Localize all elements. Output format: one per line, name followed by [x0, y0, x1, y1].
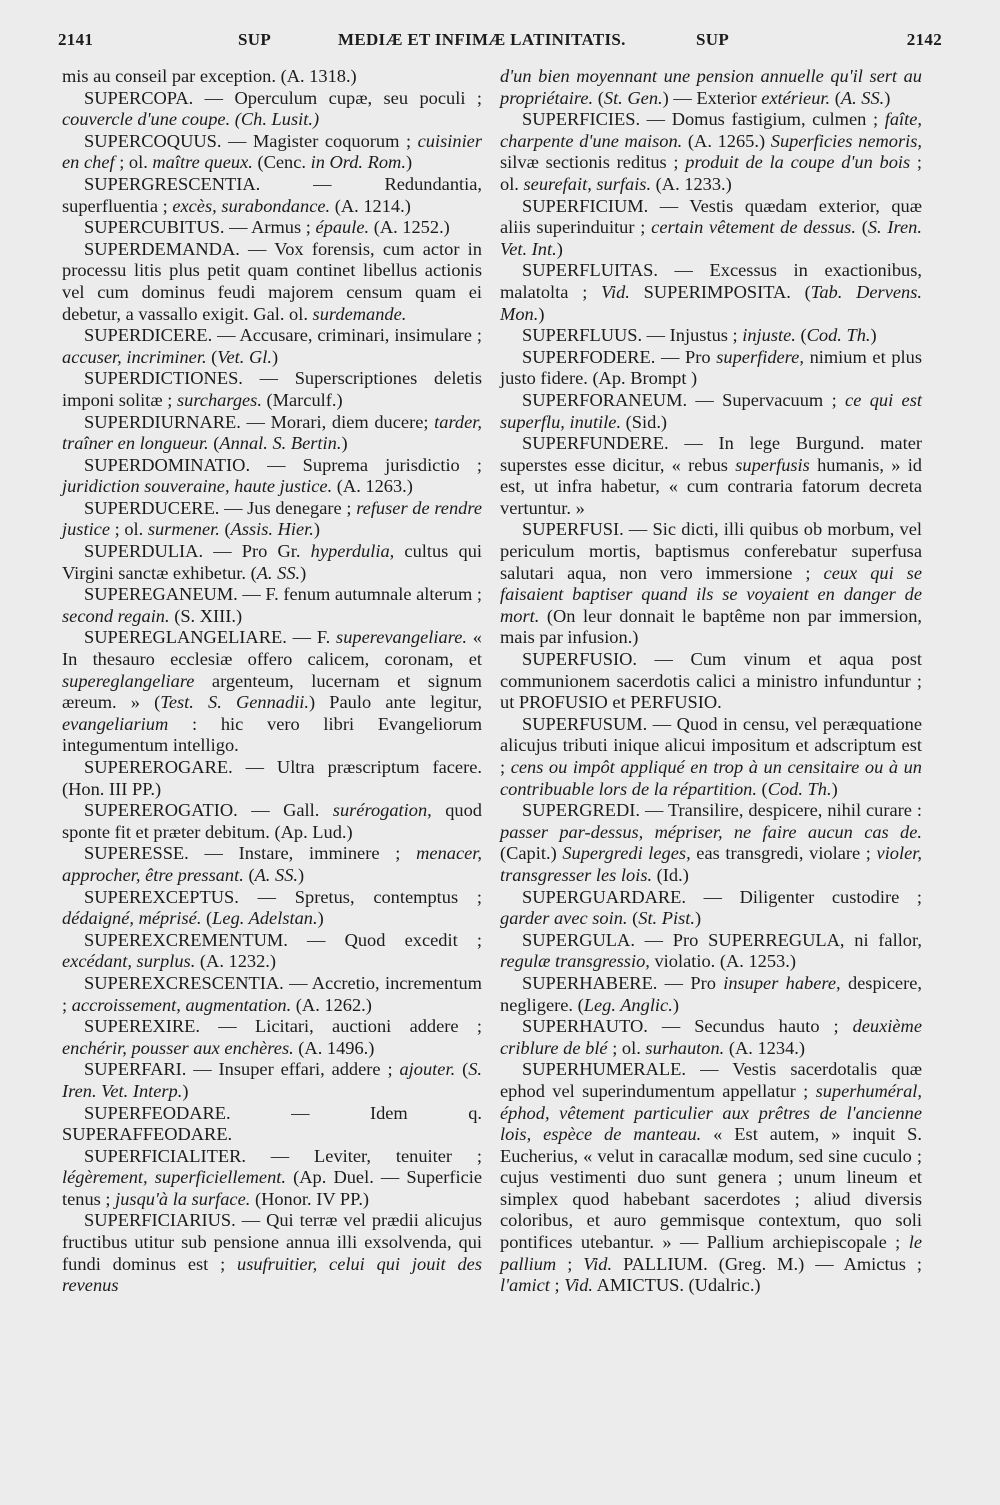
entry-gloss-italic: Leg. Anglic. — [583, 994, 673, 1015]
dictionary-entry — [62, 1103, 482, 1146]
entry-gloss-italic: cens ou impôt appliqué en trop à un censitaire ou à un contribuable lors de la répartition. — [500, 757, 922, 799]
dictionary-entry — [62, 541, 482, 584]
entry-gloss-italic: dédaigné, méprisé. — [62, 908, 202, 929]
entry-gloss-italic: Annal. S. Bertin. — [219, 433, 342, 454]
entry-text: (A. 1262.) — [291, 994, 372, 1015]
right-running-head: SUP — [696, 30, 730, 49]
entry-text: ; ol. — [500, 152, 922, 194]
entry-text: SUPERFICIES. — Domus fastigium, culmen ; — [522, 109, 885, 130]
entry-text: (A. 1233.) — [651, 173, 732, 194]
entry-text: SUPEREXCRESCENTIA. — Accretio, incrementum ; — [62, 972, 482, 1015]
entry-text: SUPERIMPOSITA. ( — [629, 281, 811, 302]
entry-text: ( — [593, 87, 604, 108]
dictionary-entry — [62, 131, 482, 174]
entry-text: ) — [341, 433, 348, 454]
entry-text: SUPERFUSIO. — Cum vinum et aqua post communionem sacerdotis calici a ministro infunduntur ; ut PROFUSIO et PERFUSIO. — [500, 649, 922, 713]
dictionary-entry — [500, 1016, 922, 1059]
dictionary-entry — [62, 1059, 482, 1102]
entry-gloss-italic: A. SS. — [840, 87, 885, 108]
entry-text: ( — [756, 778, 768, 799]
entry-gloss-italic: regulæ transgressio, — [500, 951, 650, 972]
entry-gloss-italic: juridiction souveraine, haute justice. — [62, 476, 333, 497]
entry-text: ) — [831, 778, 838, 799]
entry-text: ; ol. — [114, 152, 153, 173]
entry-gloss-italic: cuisinier en chef — [62, 130, 482, 173]
entry-text: SUPERCUBITUS. — Armus ; — [84, 217, 316, 238]
entry-gloss-italic: evangeliarium — [62, 713, 169, 734]
dictionary-entry — [62, 843, 482, 886]
entry-gloss-italic: superfusis — [735, 454, 810, 475]
entry-text: ) — [538, 303, 545, 324]
entry-continuation — [500, 66, 922, 109]
entry-text: (Honor. IV PP.) — [250, 1188, 370, 1209]
entry-text: SUPEREXCEPTUS. — Spretus, contemptus ; — [84, 886, 482, 907]
entry-gloss-italic: St. Gen. — [603, 87, 663, 108]
entry-gloss-italic: Vid. — [583, 1253, 613, 1274]
entry-text: SUPERDICERE. — Accusare, criminari, insimulare ; — [84, 325, 482, 346]
dictionary-entry — [62, 1146, 482, 1211]
entry-gloss-italic: superhuméral, éphod, vêtement particulier aux prêtres de l'ancienne lois, espèce de manteau. — [500, 1080, 922, 1145]
entry-text: ) Paulo ante legitur, — [309, 692, 482, 713]
entry-gloss-italic: deuxième criblure de blé — [500, 1016, 922, 1058]
entry-text: (A. 1234.) — [724, 1037, 805, 1058]
entry-text: ( — [855, 217, 868, 238]
running-title: MEDIÆ ET INFIMÆ LATINITATIS. — [338, 30, 626, 49]
entry-text: ) — [405, 152, 413, 173]
entry-text: PALLIUM. (Greg. M.) — Amictus ; — [612, 1253, 923, 1274]
dictionary-entry — [62, 498, 482, 541]
entry-gloss-italic: épaule. — [315, 217, 370, 238]
entry-gloss-italic: surérogation, — [332, 800, 432, 821]
entry-gloss-italic: ce qui est superflu, inutile. — [500, 389, 922, 432]
page-header — [58, 30, 942, 60]
entry-text: SUPERHUMERALE. — Vestis sacerdotalis quæ ephod vel superindumentum appellatur ; — [500, 1059, 922, 1101]
dictionary-entry — [500, 1059, 922, 1297]
entry-text: SUPERFICIALITER. — Leviter, tenuiter ; — [84, 1145, 482, 1166]
dictionary-entry — [500, 260, 922, 325]
dictionary-entry — [62, 800, 482, 843]
entry-text: SUPEREGANEUM. — F. fenum autumnale alterum ; — [84, 584, 482, 605]
entry-gloss-italic: superfidere, — [716, 346, 804, 367]
entry-text: SUPERDULIA. — Pro Gr. — [84, 541, 311, 562]
entry-text: SUPERDUCERE. — Jus denegare ; — [84, 497, 357, 518]
dictionary-entry — [62, 887, 482, 930]
entry-text: (S. XIII.) — [169, 605, 243, 626]
entry-text: ) — [672, 994, 679, 1015]
entry-gloss-italic: Cod. Th. — [767, 778, 832, 799]
entry-text: SUPERESSE. — Instare, imminere ; — [84, 843, 417, 864]
entry-text: SUPERHAUTO. — Secundus hauto ; — [522, 1016, 853, 1037]
left-column — [62, 66, 482, 1297]
entry-text: ( — [243, 864, 255, 885]
entry-text: SUPERGRESCENTIA. — Redundantia, superfluentia ; — [62, 173, 482, 216]
entry-text: SUPEREROGATIO. — Gall. — [84, 800, 333, 821]
dictionary-entry — [500, 714, 922, 800]
entry-text: ) — Exterior — [662, 87, 762, 108]
entry-gloss-italic: ajouter. — [399, 1059, 456, 1080]
dictionary-entry — [500, 800, 922, 886]
entry-gloss-italic: Test. S. Gennadii. — [160, 692, 310, 713]
entry-text: SUPEREXIRE. — Licitari, auctioni addere ; — [84, 1016, 482, 1037]
entry-text: ) — [884, 87, 891, 108]
entry-gloss-italic: légèrement, superficiellement. — [62, 1167, 286, 1188]
entry-gloss-italic: injuste. — [742, 325, 796, 346]
entry-gloss-italic: Cod. Th. — [806, 325, 871, 346]
entry-gloss-italic: supereglangeliare — [62, 670, 195, 691]
entry-text: (A. 1265.) — [682, 130, 771, 151]
entry-text: ) — [298, 864, 305, 885]
entry-gloss-italic: surmener. — [147, 519, 220, 540]
entry-gloss-italic: violer, transgresser les lois. — [500, 843, 922, 885]
entry-gloss-italic: Vid. — [564, 1275, 593, 1296]
entry-gloss-italic: refuser de rendre justice — [62, 497, 482, 540]
entry-gloss-italic: S. Iren. Vet. Interp. — [62, 1059, 482, 1101]
entry-gloss-italic: Superficies nemoris, — [770, 130, 922, 151]
entry-gloss-italic: second regain. — [62, 605, 170, 626]
entry-text: (On leur donnait le baptême non par immersion, mais par infusion.) — [500, 605, 922, 648]
entry-text: humanis, » id est, ut infra habetur, « cum contraria fatorum decreta vertuntur. » — [500, 454, 922, 518]
entry-gloss-italic: Supergredi leges, — [562, 843, 691, 864]
entry-text: SUPERDOMINATIO. — Suprema jurisdictio ; — [84, 454, 482, 475]
entry-gloss-italic: maître queux. — [152, 152, 253, 173]
entry-gloss-italic: Assis. Hier. — [230, 519, 314, 540]
entry-text: SUPERDICTIONES. — Superscriptiones deletis imponi solitæ ; — [62, 368, 482, 410]
entry-text: SUPERDEMANDA. — Vox forensis, cum actor in processu litis plus petit quam continet libellus actionis vel cum dominus feudi majorem censum quam ei debetur, a vassallo exigit. Gal. ol. — [62, 238, 482, 324]
entry-text: SUPERDIURNARE. — Morari, diem ducere; — [84, 411, 435, 432]
entry-text: SUPERFORANEUM. — Supervacuum ; — [522, 389, 846, 410]
entry-text: cultus qui Virgini sanctæ exhibetur. ( — [62, 541, 482, 583]
entry-text: SUPERFLUUS. — Injustus ; — [522, 325, 743, 346]
entry-text: (A. 1252.) — [369, 217, 450, 238]
dictionary-entry — [500, 519, 922, 649]
entry-text: SUPERFEODARE. — Idem q. SUPERAFFEODARE. — [62, 1102, 482, 1145]
entry-text: SUPERCOPA. — Operculum cupæ, seu poculi ; — [84, 87, 482, 108]
dictionary-entry — [500, 390, 922, 433]
dictionary-entry — [62, 239, 482, 325]
entry-gloss-italic: surdemande. — [312, 303, 407, 324]
entry-gloss-italic: produit de la coupe d'un bois — [685, 152, 911, 173]
dictionary-entry — [62, 412, 482, 455]
entry-gloss-italic: ceux qui se faisaient baptiser quand ils se voyaient en danger de mort. — [500, 562, 922, 626]
entry-text: SUPERFLUITAS. — Excessus in exactionibus, malatolta ; — [500, 260, 922, 302]
entry-text: despicere, negligere. ( — [500, 972, 922, 1015]
entry-gloss-italic: accroissement, augmentation. — [71, 994, 292, 1015]
entry-text: ; — [556, 1253, 584, 1274]
entry-text: ( — [201, 908, 213, 929]
entry-text: (Sid.) — [621, 411, 668, 432]
entry-gloss-italic: usufruitier, celui qui jouit des revenus — [62, 1253, 482, 1296]
entry-gloss-italic: Vid. — [601, 281, 630, 302]
entry-text: ; ol. — [110, 519, 148, 540]
entry-gloss-italic: Vet. Gl. — [217, 346, 272, 367]
entry-text: ; ol. — [607, 1037, 646, 1058]
entry-text: SUPERGREDI. — Transilire, despicere, nihil curare : — [522, 800, 922, 821]
entry-gloss-italic: jusqu'à la surface. — [115, 1188, 251, 1209]
dictionary-entry — [62, 757, 482, 800]
dictionary-entry — [500, 347, 922, 390]
entry-gloss-italic: faîte, charpente d'une maison. — [500, 109, 922, 151]
entry-gloss-italic: superevangeliare. — [336, 627, 467, 648]
entry-gloss-italic: surcharges. — [176, 389, 262, 410]
entry-text: SUPEREROGARE. — Ultra præscriptum facere. (Hon. III PP.) — [62, 757, 482, 799]
entry-text: (A. 1263.) — [332, 476, 413, 497]
entry-text: quod sponte fit et præter debitum. (Ap. Lud.) — [62, 800, 482, 842]
entry-gloss-italic: St. Pist. — [638, 908, 695, 929]
dictionary-entry — [62, 217, 482, 239]
entry-text: SUPERGUARDARE. — Diligenter custodire ; — [522, 886, 922, 907]
entry-text: (A. 1232.) — [195, 951, 277, 972]
entry-text: silvæ sectionis reditus ; — [500, 152, 686, 173]
entry-text: ) — [313, 519, 320, 540]
entry-gloss-italic: hyperdulia, — [310, 541, 395, 562]
entry-text: SUPERFUNDERE. — In lege Burgund. mater superstes esse dicitur, « rebus — [500, 433, 922, 475]
entry-text: SUPEREGLANGELIARE. — F. — [84, 627, 337, 648]
entry-gloss-italic: accuser, incriminer. — [62, 346, 207, 367]
entry-text: : hic vero libri Evangeliorum integumentum intelligo. — [62, 713, 482, 756]
entry-text: SUPERCOQUUS. — Magister coquorum ; — [84, 130, 418, 151]
entry-gloss-italic: Tab. Dervens. Mon. — [500, 281, 922, 324]
entry-gloss-italic: d'un bien moyennant une pension annuelle qu'il sert au propriétaire. — [500, 66, 922, 108]
entry-text: SUPEREXCREMENTUM. — Quod excedit ; — [84, 929, 482, 950]
left-running-head: SUP — [238, 30, 272, 49]
entry-text: ( — [206, 346, 218, 367]
dictionary-entry — [500, 973, 922, 1016]
entry-text: ) — [271, 346, 279, 367]
entry-text: ) — [182, 1080, 189, 1101]
entry-text: SUPERHABERE. — Pro — [522, 972, 724, 993]
entry-text: SUPERFICIARIUS. — Qui terræ vel prædii alicujus fructibus utitur sub pensione annua illi exsolvenda, qui fundi dominus est ; — [62, 1210, 482, 1274]
entry-text: (Ap. Duel. — Superficie tenus ; — [62, 1167, 482, 1209]
entry-continuation — [62, 66, 482, 88]
dictionary-entry — [62, 174, 482, 217]
entry-gloss-italic: certain vêtement de dessus. — [651, 217, 856, 238]
dictionary-entry — [62, 930, 482, 973]
dictionary-entry — [62, 1210, 482, 1296]
entry-text: ( — [795, 325, 807, 346]
dictionary-entry — [62, 368, 482, 411]
entry-gloss-italic: menacer, approcher, être pressant. — [62, 843, 482, 885]
entry-text: ) — [300, 562, 307, 583]
entry-gloss-italic: le pallium — [500, 1232, 922, 1274]
entry-gloss-italic: Leg. Adelstan. — [212, 908, 318, 929]
dictionary-entry — [500, 196, 922, 261]
dictionary-entry — [500, 433, 922, 519]
entry-text: eas transgredi, violare ; — [690, 843, 877, 864]
entry-text: nimium et plus justo fidere. (Ap. Brompt ) — [500, 346, 922, 389]
right-page-number: 2142 — [906, 30, 942, 49]
entry-text: SUPERGULA. — Pro SUPERREGULA, ni fallor, — [522, 929, 922, 950]
entry-text: ( — [627, 908, 639, 929]
entry-gloss-italic: A. SS. — [254, 864, 298, 885]
entry-gloss-italic: enchérir, pousser aux enchères. — [62, 1037, 294, 1058]
dictionary-entry — [62, 1016, 482, 1059]
entry-text: ; — [549, 1275, 565, 1296]
entry-gloss-italic: S. Iren. Vet. Int. — [500, 217, 922, 259]
entry-gloss-italic: garder avec soin. — [500, 908, 628, 929]
entry-text: ) — [870, 325, 877, 346]
dictionary-entry — [62, 455, 482, 498]
entry-text: (Cenc. — [252, 152, 311, 173]
entry-gloss-italic: insuper habere, — [723, 972, 841, 993]
left-page-number: 2141 — [58, 30, 94, 49]
entry-text: SUPERFUSUM. — Quod in censu, vel peræquatione alicujus tributi inique alicui impositum et adscriptum est ; — [500, 713, 922, 777]
right-column — [500, 66, 922, 1297]
dictionary-entry — [62, 627, 482, 757]
entry-text: « In thesauro ecclesiæ offero calicem, coronam, et — [62, 627, 482, 670]
entry-gloss-italic: in Ord. Rom. — [310, 152, 406, 173]
entry-text: (Marculf.) — [261, 389, 343, 410]
entry-text: SUPERFICIUM. — Vestis quædam exterior, quæ aliis superinduitur ; — [500, 195, 922, 238]
dictionary-entry — [500, 887, 922, 930]
entry-gloss-italic: extérieur. — [761, 87, 831, 108]
entry-gloss-italic: excédant, surplus. — [62, 951, 196, 972]
entry-gloss-italic: seurefait, surfais. — [523, 173, 652, 194]
entry-gloss-italic: l'amict — [500, 1275, 550, 1296]
entry-text: ( — [455, 1059, 469, 1080]
entry-gloss-italic: excès, surabondance. — [172, 195, 331, 216]
entry-text: ( — [208, 433, 220, 454]
dictionary-entry — [500, 109, 922, 195]
entry-text: SUPERFARI. — Insuper effari, addere ; — [84, 1059, 400, 1080]
dictionary-entry — [62, 88, 482, 131]
dictionary-entry — [500, 325, 922, 347]
entry-text: argenteum, lucernam et signum æreum. » ( — [62, 670, 482, 713]
dictionary-entry — [500, 930, 922, 973]
dictionary-entry — [500, 649, 922, 714]
entry-gloss-italic: A. SS. — [256, 562, 301, 583]
entry-text: mis au conseil par exception. (A. 1318.) — [62, 66, 357, 86]
entry-text: (A. 1214.) — [330, 195, 411, 216]
dictionary-entry — [62, 584, 482, 627]
entry-text: ) — [317, 908, 324, 929]
entry-text: ( — [219, 519, 231, 540]
entry-text: SUPERFUSI. — Sic dicti, illi quibus ob morbum, vel periculum mortis, baptismus conferebatur superfusa salutari aqua, non vero immersione ; — [500, 519, 922, 583]
entry-gloss-italic: couvercle d'une coupe. (Ch. Lusit.) — [62, 109, 320, 130]
dictionary-entry — [62, 973, 482, 1016]
entry-text: « Est autem, » inquit S. Eucherius, « velut in caracallæ modum, sed sine cuculo ; cujus vestimenti duo sunt genera ; unum lineum et simplex quod habebant sacerdotes ; aliud diversis coloribus, et auro gemmisque contextum, quo soli pontifices utebantur. » — Pallium archiepiscopale ; — [500, 1124, 922, 1253]
entry-gloss-italic: tarder, traîner en longueur. — [62, 411, 482, 454]
entry-text: violatio. (A. 1253.) — [649, 951, 796, 972]
entry-text: (Capit.) — [500, 843, 563, 864]
entry-text: ( — [830, 87, 841, 108]
entry-gloss-italic: surhauton. — [645, 1037, 725, 1058]
entry-text: SUPERFODERE. — Pro — [522, 346, 717, 367]
entry-text: AMICTUS. (Udalric.) — [593, 1275, 761, 1296]
entry-gloss-italic: passer par-dessus, mépriser, ne faire aucun cas de. — [500, 821, 922, 842]
entry-text: ) — [694, 908, 702, 929]
entry-text: (Id.) — [652, 864, 689, 885]
dictionary-entry — [62, 325, 482, 368]
entry-text: (A. 1496.) — [293, 1037, 375, 1058]
entry-text: ) — [556, 238, 563, 259]
